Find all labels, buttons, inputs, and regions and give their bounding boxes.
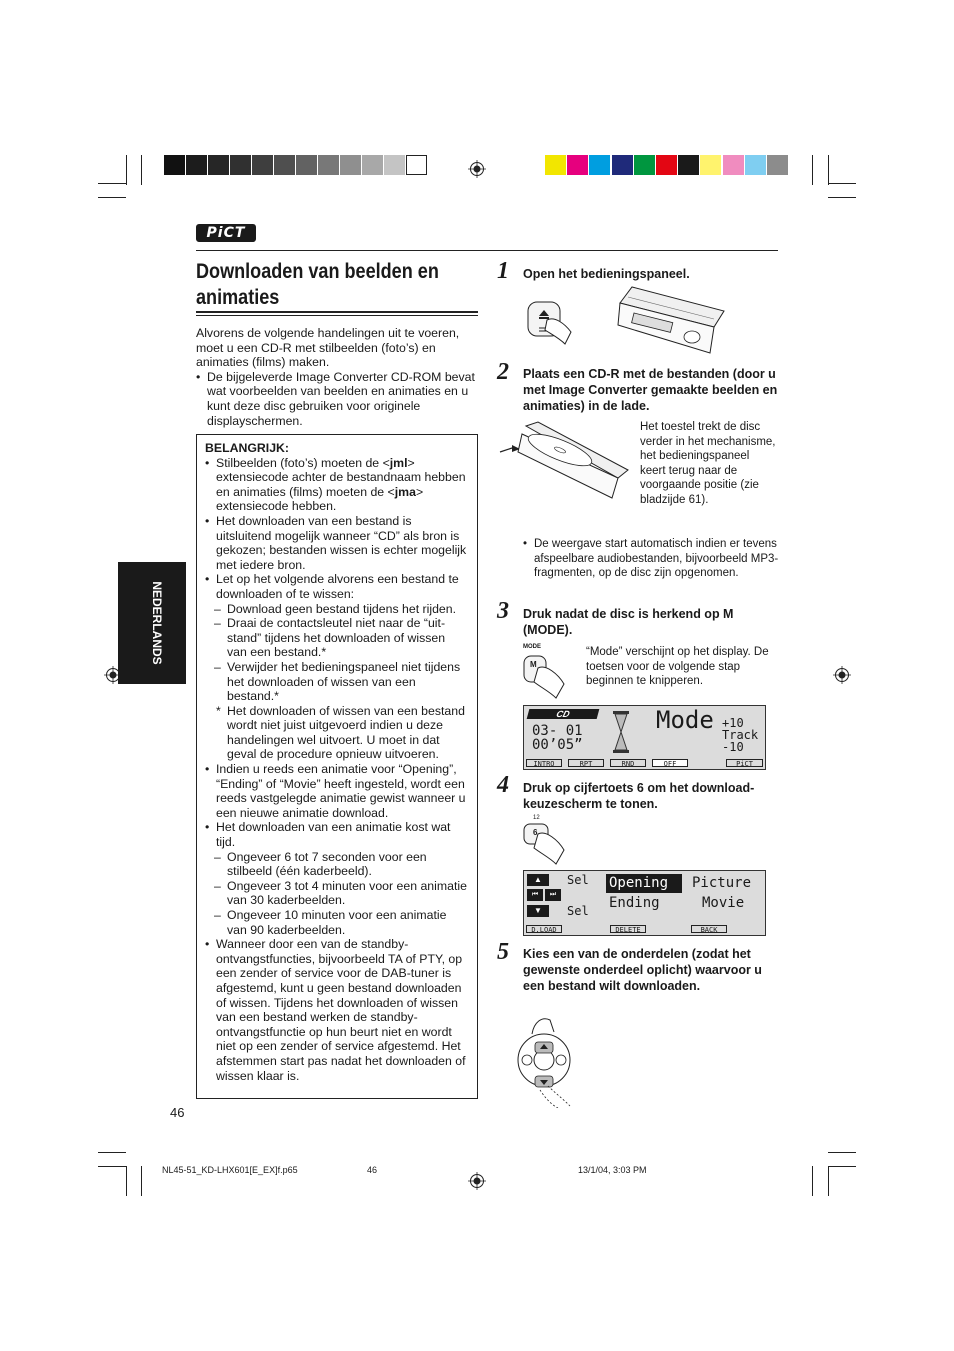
b3-dash-1: – Download geen bestand tijdens het rijden. <box>205 602 467 617</box>
skip-back-icon: ⏮ <box>527 889 543 901</box>
pict-badge <box>196 224 256 242</box>
option-opening: Opening <box>609 875 669 891</box>
gray-swatch <box>384 155 405 175</box>
softkey-rpt[interactable]: RPT <box>568 759 604 767</box>
step-4-text: Druk op cijfertoets 6 om het download-keuzescherm te tonen. <box>523 781 755 811</box>
step-4-number: 4 <box>497 772 509 798</box>
b2-text: Het downloaden van een bestand is uitsluitend mogelijk wanneer “CD” als bron is gekozen; bestanden wissen is echter mogelijk met iedere bron. <box>216 513 467 572</box>
mode-button-label: MODE <box>523 644 541 650</box>
b3-dash-2: – Draai de contactsleutel niet naar de “uit-stand” tijdens het downloaden of wissen van een bestand.* <box>205 616 467 660</box>
intro-bullet <box>196 370 476 428</box>
important-bullet-6 <box>205 937 467 1083</box>
b5-dash-1: – Ongeveer 6 tot 7 seconden voor een stilbeeld (één kaderbeeld). <box>205 850 467 879</box>
softkey-back[interactable]: BACK <box>691 925 727 933</box>
softkey-intro[interactable]: INTRO <box>526 759 562 767</box>
step-1-number: 1 <box>497 258 509 284</box>
sel-down-label: Sel <box>567 904 589 918</box>
step-5-text: Kies een van de onderdelen (zodat het gewenste onderdeel oplicht) waarvoor u een bestand wilt downloaden. <box>523 947 762 993</box>
skip-forward-icon: ⏭ <box>545 889 561 901</box>
page-title-line-2: animaties <box>196 286 280 309</box>
softkey-rnd[interactable]: RND <box>610 759 646 767</box>
b1-text-pre: Stilbeelden (foto’s) moeten de < <box>216 455 390 470</box>
up-arrow-icon: ▲ <box>527 874 549 886</box>
intro-text: Alvorens de volgende handelingen uit te voeren, moet u een CD-R met stilbeelden (foto’s) en animaties (films) maken. <box>196 326 460 370</box>
color-swatch <box>767 155 788 175</box>
option-picture[interactable]: Picture <box>692 875 752 891</box>
b1-ext-jma: jma <box>394 484 416 499</box>
softkey-delete[interactable]: DELETE <box>610 925 646 933</box>
important-heading: BELANGRIJK: <box>205 441 290 455</box>
language-side-tab <box>118 562 186 684</box>
color-swatch <box>745 155 766 175</box>
b4-text: Indien u reeds een animatie voor “Opening”, “Ending” of “Movie” heeft ingesteld, wordt een reeds vastgelegde animatie gewist wanneer u een nieuwe animatie download. <box>216 762 466 820</box>
step-3-note: “Mode” verschijnt op het display. De toetsen voor de volgende stap beginnen te knipperen. <box>586 646 769 687</box>
b5-dash-3: – Ongeveer 10 minuten voor een animatie van 90 kaderbeelden. <box>205 908 467 937</box>
gray-swatch <box>230 155 251 175</box>
softkey-off[interactable]: OFF <box>652 759 688 767</box>
title-rule-thin <box>196 315 478 316</box>
title-rule <box>196 311 478 313</box>
gray-swatch <box>186 155 207 175</box>
gray-swatch <box>406 155 427 175</box>
color-swatch <box>678 155 699 175</box>
b5-text: Het downloaden van een animatie kost wat tijd. <box>216 820 451 850</box>
b1-text-mid: > extensiecode achter de bestandnaam hebben en animaties (films) moeten de < <box>216 455 466 499</box>
faceplate-open-illustration <box>614 285 726 357</box>
page-number: 46 <box>170 1105 185 1120</box>
important-bullet-2 <box>205 514 467 572</box>
cd-source-badge <box>527 709 600 719</box>
elapsed-time: 00’05” <box>532 737 583 753</box>
hourglass-icon <box>612 710 630 754</box>
b3-footnote: * Het downloaden of wissen van een bestand wordt niet juist uitgevoerd indien u deze handelingen wel uitvoert. U moet in dat geval de procedure opnieuw uitvoeren. <box>205 704 467 762</box>
page-title-line-1: Downloaden van beelden en <box>196 260 439 283</box>
step-5-number: 5 <box>497 939 509 965</box>
track-number: 03- 01 <box>532 723 583 739</box>
gray-swatch <box>274 155 295 175</box>
color-swatch <box>612 155 633 175</box>
important-bullet-3 <box>205 572 467 601</box>
eject-button-illustration <box>525 298 575 346</box>
intro-section <box>196 326 476 428</box>
step-2-number: 2 <box>497 359 509 385</box>
b3-dash-3: – Verwijder het bedieningspaneel niet tijdens het downloaden of wissen van een bestand.* <box>205 660 467 704</box>
gray-swatch <box>362 155 383 175</box>
footer-file: NL45-51_KD-LHX601[E_EX]f.p65 <box>162 1165 298 1175</box>
color-swatch <box>567 155 588 175</box>
step-3-text: Druk nadat de disc is herkend op M (MODE). <box>523 607 734 637</box>
color-swatch <box>634 155 655 175</box>
step-2-bullet-text: De weergave start automatisch indien er tevens afspeelbare audiobestanden, bijvoorbeeld MP3-fragmenten, op de disc zijn opgenomen. <box>534 538 779 579</box>
registration-mark-right <box>833 666 851 684</box>
m-button-label: M <box>530 660 537 669</box>
number-6-button-illustration <box>520 820 568 866</box>
sel-up-label: Sel <box>567 873 589 887</box>
softkey-pict[interactable]: PiCT <box>726 759 763 767</box>
cd-source-label: CD <box>555 709 571 719</box>
mode-display <box>523 705 766 770</box>
gray-swatch <box>296 155 317 175</box>
mode-indicator: Mode <box>656 706 714 734</box>
step-2-bullet <box>523 537 782 581</box>
gray-swatch <box>340 155 361 175</box>
disc-insert-illustration <box>498 420 632 500</box>
option-movie[interactable]: Movie <box>702 895 745 911</box>
download-softkey-row <box>526 925 763 934</box>
page-title <box>196 259 439 311</box>
skip-minus10-label: -10 <box>722 740 744 754</box>
important-bullet-4 <box>205 762 467 820</box>
b1-text-post: > extensiecode hebben. <box>216 484 424 514</box>
skip-plus10-label: +10 <box>722 716 744 730</box>
header-rule <box>196 250 778 251</box>
color-swatch <box>545 155 566 175</box>
color-swatch <box>656 155 677 175</box>
mode-button-illustration <box>520 650 568 700</box>
softkey-row <box>526 759 763 768</box>
control-dial-illustration <box>510 1012 582 1108</box>
skip-buttons-row <box>527 889 595 903</box>
color-swatch <box>700 155 721 175</box>
num-button-12-label: 12 <box>533 815 540 821</box>
b3-text: Let op het volgende alvorens een bestand te downloaden of te wissen: <box>216 572 459 601</box>
download-select-display <box>523 870 766 936</box>
b1-ext-jml: jml <box>389 455 408 470</box>
footer-page: 46 <box>367 1165 378 1175</box>
gray-swatch <box>318 155 339 175</box>
step-3-number: 3 <box>497 598 509 624</box>
b5-dash-2: – Ongeveer 3 tot 4 minuten voor een animatie van 30 kaderbeelden. <box>205 879 467 908</box>
important-bullet-1 <box>205 456 467 514</box>
registration-mark-bottom <box>468 1172 486 1190</box>
b6-text: Wanneer door een van de standby-ontvangstfuncties, bijvoorbeeld TA of PTY, op een zender of service voor de DAB-tuner is afgestemd, kunt u geen bestand downloaden of wissen. Tijdens het downloaden of wissen van een bestand werken de standby-ontvangstfunctie op hun beurt niet en wordt niet op een zender of service afgestemd. Het afstemmen start pas nadat het downloaden of wissen klaar is. <box>216 937 466 1083</box>
language-side-tab-label: NEDERLANDS <box>150 581 164 665</box>
footer-date: 13/1/04, 3:03 PM <box>578 1165 647 1175</box>
color-swatch <box>723 155 744 175</box>
registration-mark-top <box>468 160 486 178</box>
option-opening-highlight[interactable] <box>606 874 682 893</box>
down-arrow-icon: ▼ <box>527 905 549 917</box>
step-2-text: Plaats een CD-R met de bestanden (door u met Image Converter gemaakte beelden en animaties) in de lade. <box>523 367 778 413</box>
track-label: Track <box>722 728 759 742</box>
important-bullet-5 <box>205 820 467 849</box>
softkey-dload[interactable]: D.LOAD <box>526 925 562 933</box>
sel-up-row <box>527 874 595 888</box>
intro-bullet-text: De bijgeleverde Image Converter CD-ROM bevat wat voorbeelden van beelden en animaties en u kunt deze disc gebruiken voor originele displayschermen. <box>207 369 475 428</box>
gray-swatch <box>252 155 273 175</box>
color-swatch <box>589 155 610 175</box>
important-box <box>196 434 478 1099</box>
option-ending[interactable]: Ending <box>609 895 660 911</box>
pict-badge-label: PiCT <box>206 225 246 241</box>
sel-down-row <box>527 905 595 919</box>
gray-swatch <box>164 155 185 175</box>
step-2-note: Het toestel trekt de disc verder in het mechanisme, het bedieningspaneel keert terug naar de voorgaande positie (zie bladzijde 61). <box>640 421 776 506</box>
step-1-text: Open het bedieningspaneel. <box>523 267 690 281</box>
gray-swatch <box>208 155 229 175</box>
six-button-label: 6 <box>533 828 538 837</box>
